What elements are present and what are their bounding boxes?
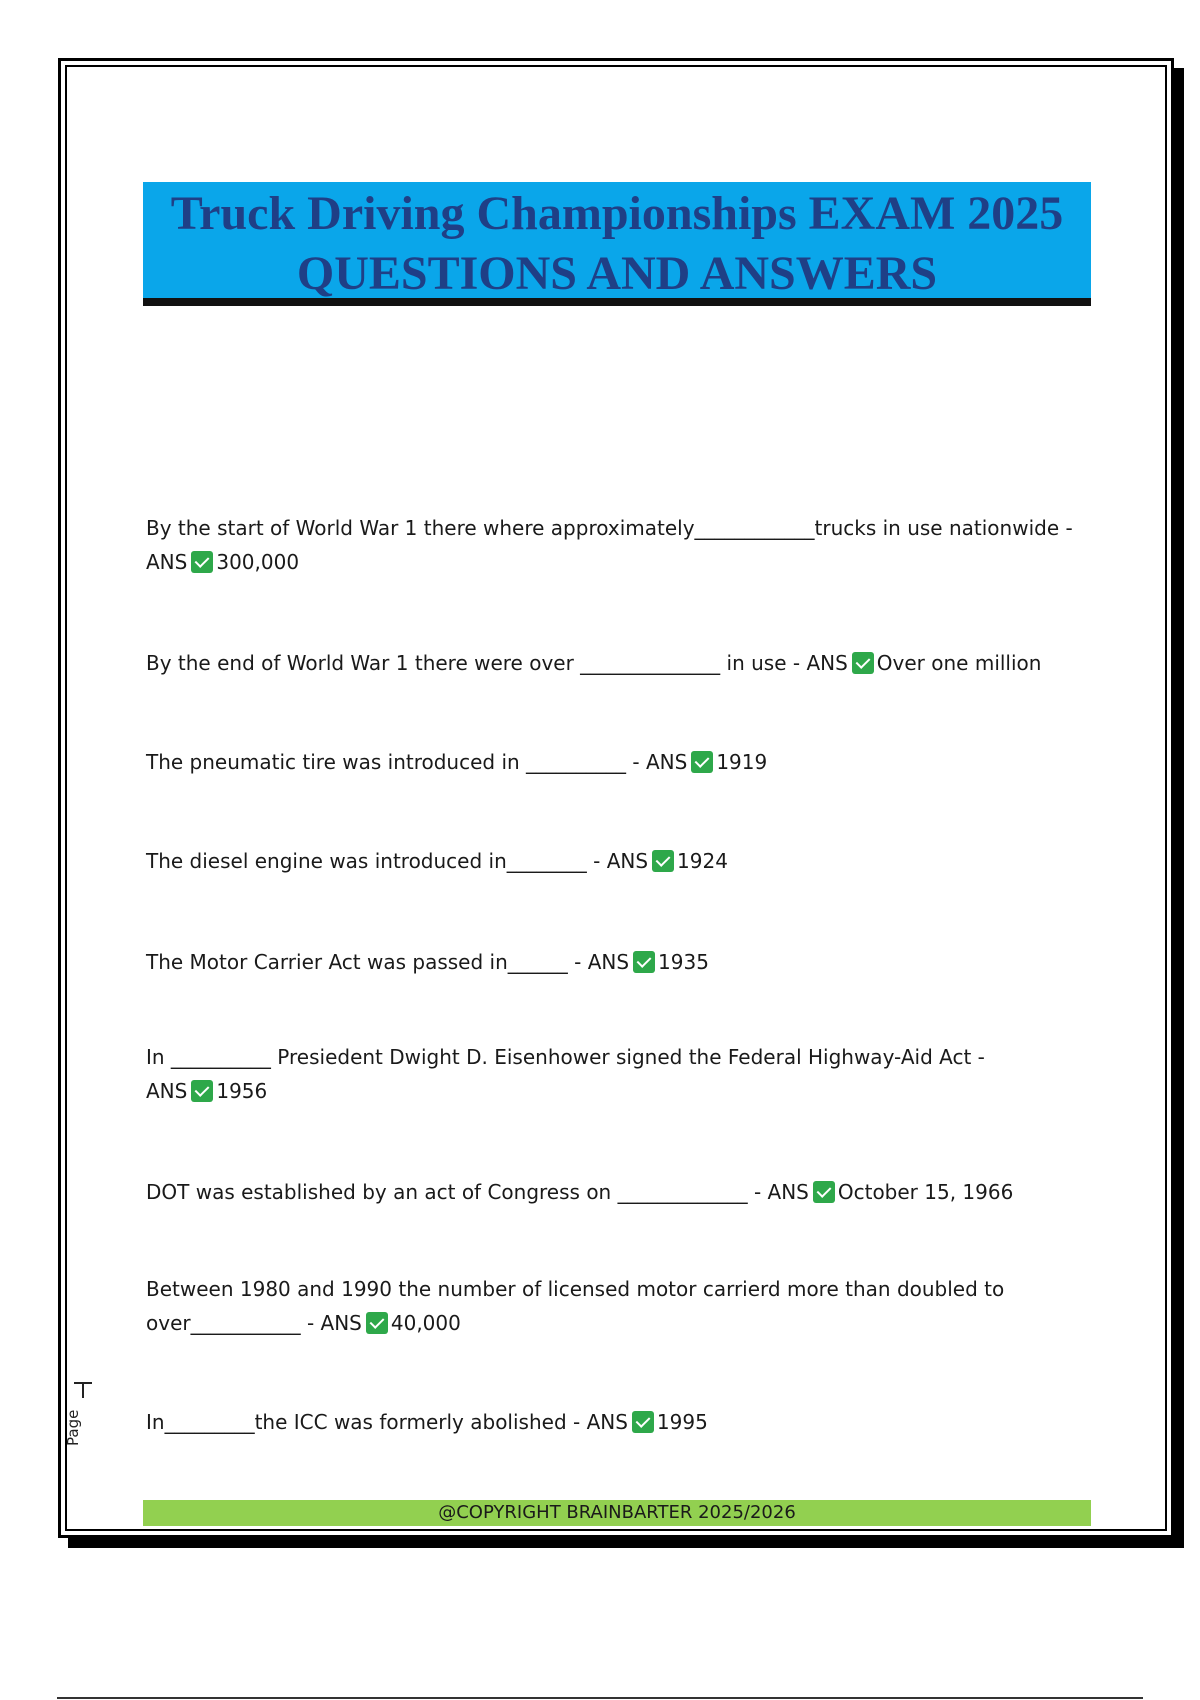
- check-square-icon: [366, 1312, 388, 1334]
- question-text: In __________ Presiedent Dwight D. Eisenhower signed the Federal Highway-Aid Act -: [146, 1045, 985, 1069]
- qa-item-6: [146, 1040, 1096, 1108]
- check-square-icon: [191, 1080, 213, 1102]
- answer-text: 40,000: [390, 1311, 461, 1335]
- qa-item-5: [146, 945, 1096, 979]
- title-line-1: Truck Driving Championships EXAM 2025: [170, 187, 1064, 240]
- check-square-icon: [813, 1181, 835, 1203]
- check-square-icon: [191, 551, 213, 573]
- question-text: The diesel engine was introduced in________ - ANS: [146, 849, 649, 873]
- check-square-icon: [632, 1411, 654, 1433]
- copyright-footer: @COPYRIGHT BRAINBARTER 2025/2026: [143, 1500, 1091, 1526]
- qa-item-1: [146, 511, 1096, 579]
- title-banner: [143, 182, 1091, 306]
- qa-item-4: [146, 844, 1096, 878]
- answer-text: October 15, 1966: [837, 1180, 1014, 1204]
- page-number-mark-stem: [82, 1382, 84, 1398]
- answer-text: 1935: [658, 950, 709, 974]
- ans-label: ANS: [146, 550, 188, 574]
- page-label: Page: [64, 1409, 82, 1446]
- answer-text: 1995: [656, 1410, 708, 1434]
- question-text: In_________the ICC was formerly abolished - ANS: [146, 1410, 628, 1434]
- answer-text: 300,000: [216, 550, 300, 574]
- check-square-icon: [852, 652, 874, 674]
- question-text: DOT was established by an act of Congress on _____________ - ANS: [146, 1180, 809, 1204]
- bottom-divider: [57, 1697, 1143, 1699]
- question-text: By the start of World War 1 there where approximately____________trucks in use nationwide -: [146, 516, 1073, 540]
- answer-line: [146, 545, 1096, 579]
- check-square-icon: [691, 751, 713, 773]
- question-text: By the end of World War 1 there were over ______________ in use - ANS: [146, 651, 848, 675]
- answer-text: 1924: [677, 849, 728, 873]
- answer-line: [146, 1074, 1096, 1108]
- qa-item-8: [146, 1272, 1096, 1340]
- check-square-icon: [652, 850, 674, 872]
- answer-line: [146, 1306, 1096, 1340]
- question-text-continued: over___________ - ANS: [146, 1311, 362, 1335]
- answer-text: 1956: [216, 1079, 268, 1103]
- question-text: The Motor Carrier Act was passed in______ - ANS: [146, 950, 630, 974]
- check-square-icon: [633, 951, 655, 973]
- title-line-2: QUESTIONS AND ANSWERS: [296, 247, 938, 300]
- qa-item-7: [146, 1175, 1096, 1209]
- question-text: The pneumatic tire was introduced in __________ - ANS: [146, 750, 688, 774]
- ans-label: ANS: [146, 1079, 188, 1103]
- answer-text: Over one million: [876, 651, 1042, 675]
- qa-item-3: [146, 745, 1096, 779]
- qa-item-2: [146, 646, 1096, 680]
- qa-item-9: [146, 1405, 1096, 1439]
- answer-text: 1919: [716, 750, 768, 774]
- question-text: Between 1980 and 1990 the number of licensed motor carrierd more than doubled to: [146, 1277, 1005, 1301]
